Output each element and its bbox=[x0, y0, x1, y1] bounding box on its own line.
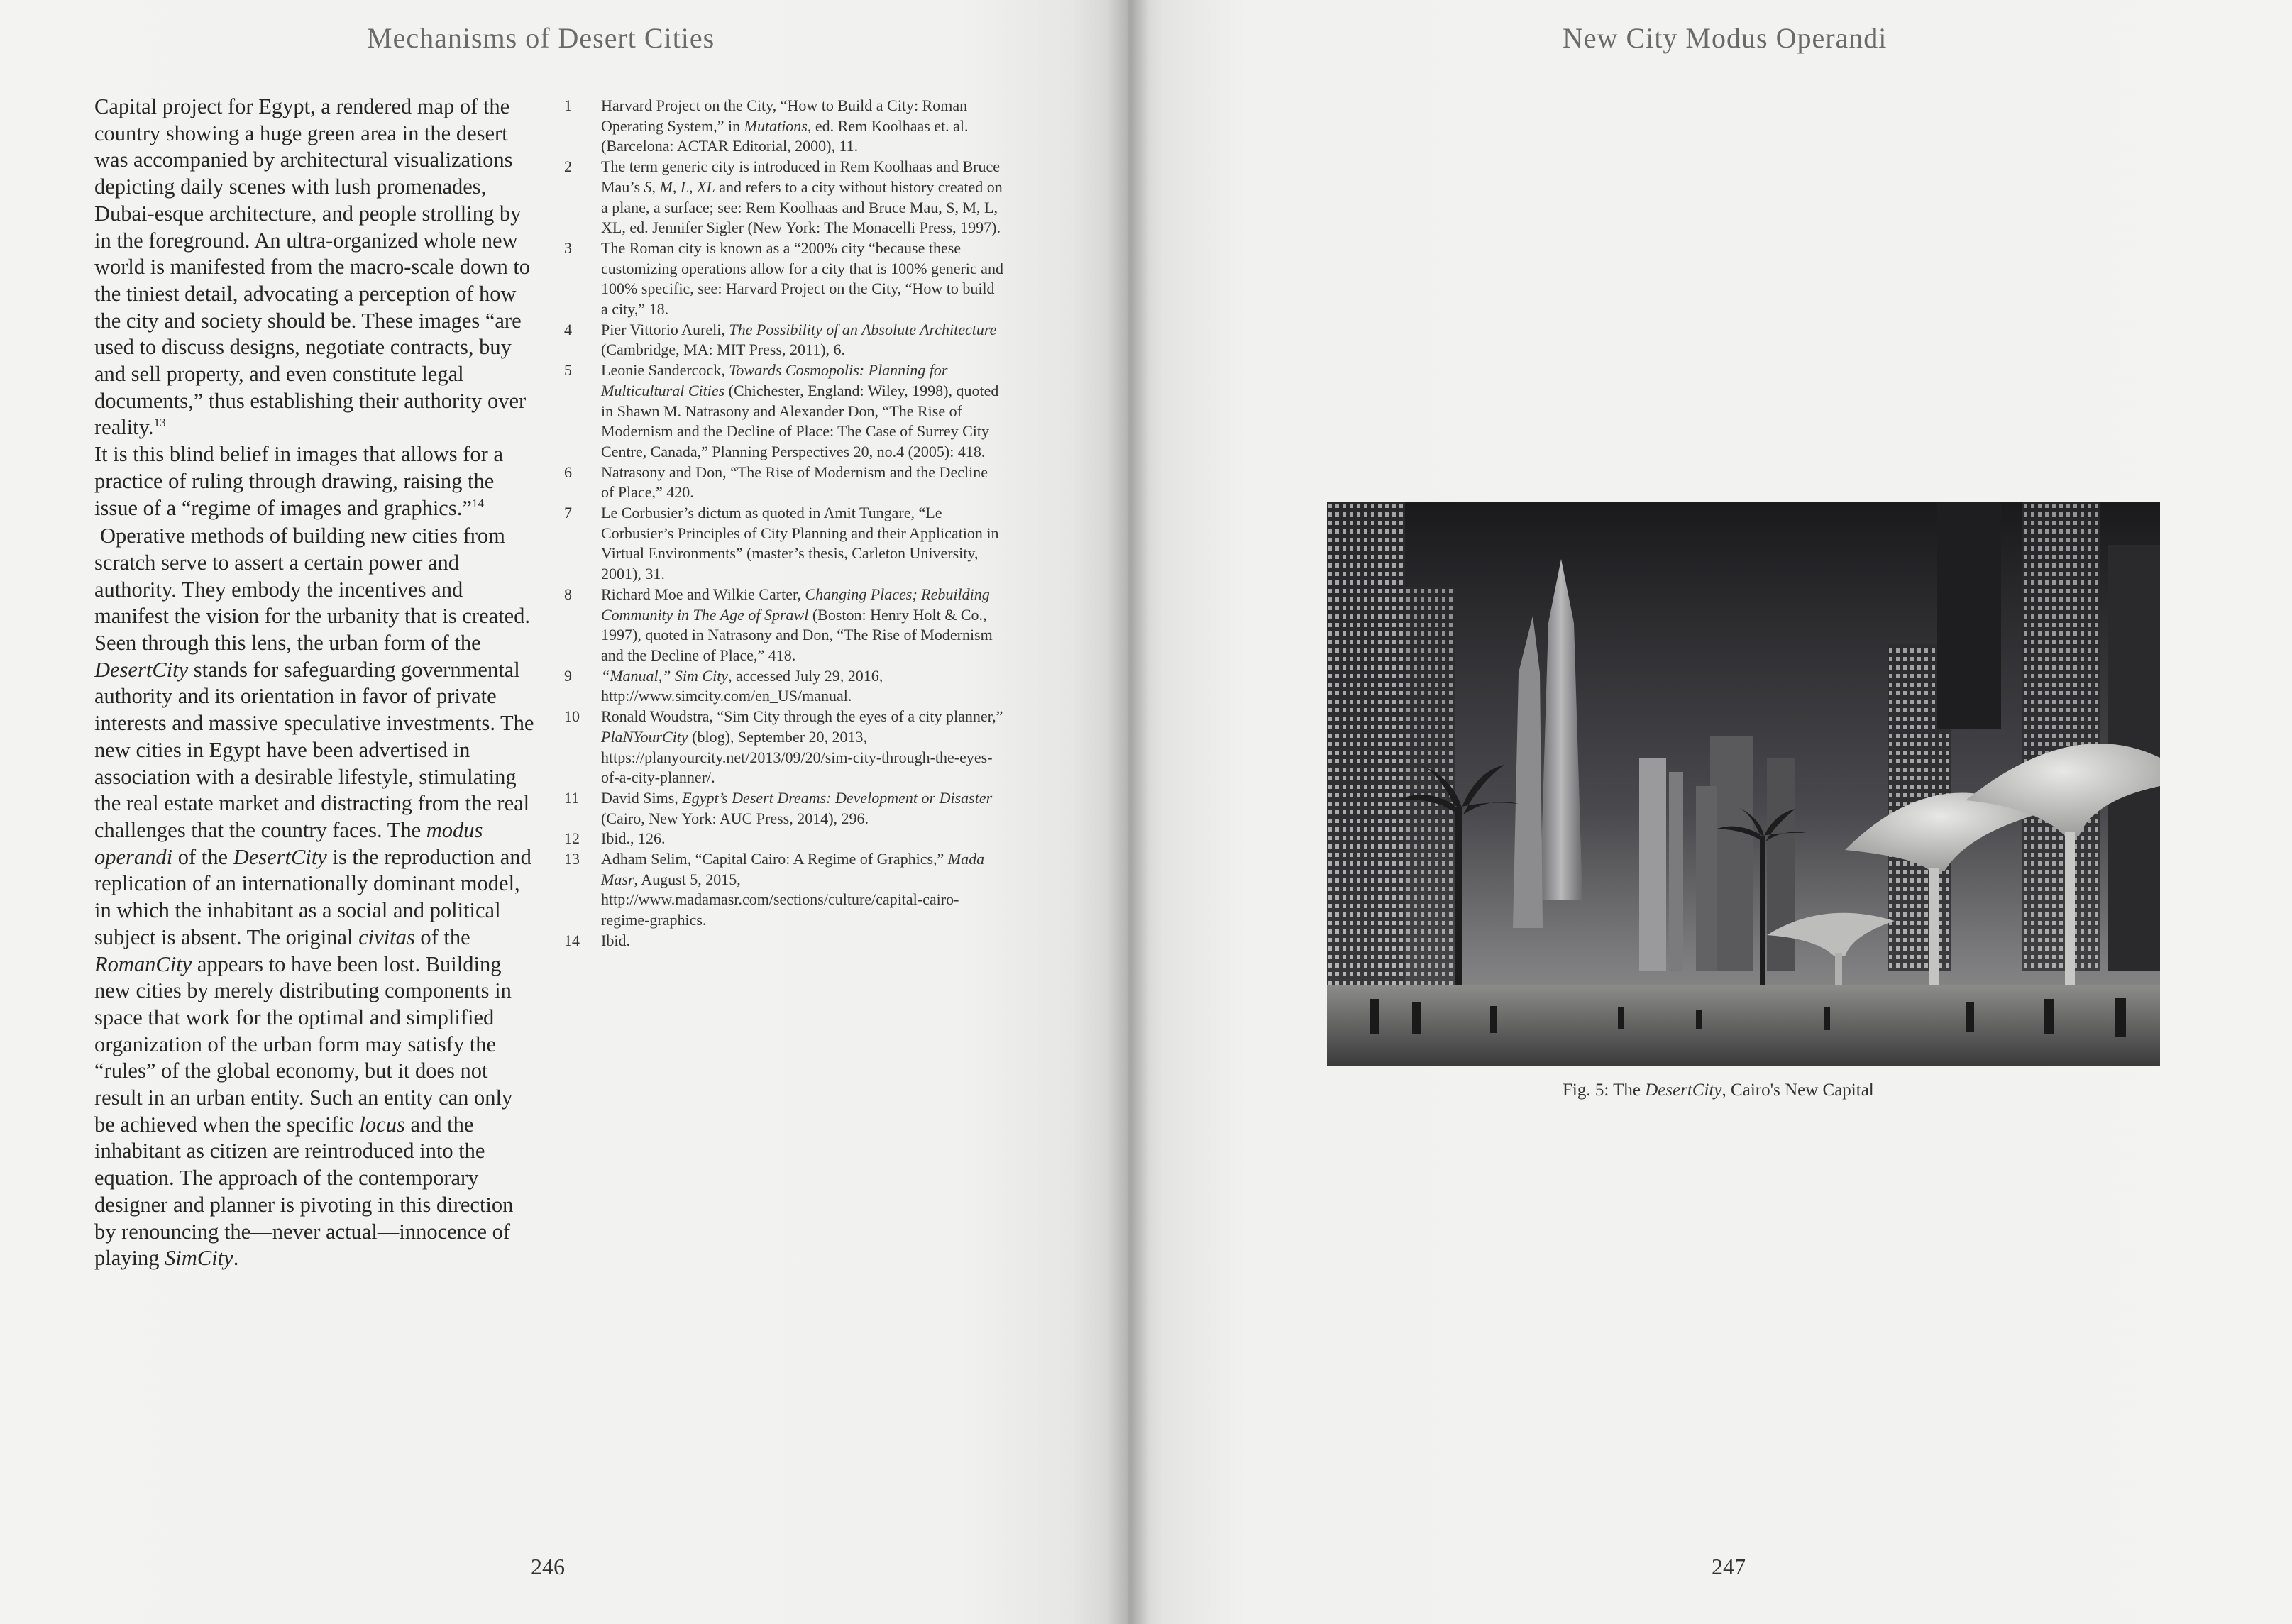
endnote-7 bbox=[564, 503, 1004, 585]
italic-term: locus bbox=[359, 1112, 405, 1137]
endnote-number: 14 bbox=[564, 931, 580, 949]
endnote-2 bbox=[564, 157, 1004, 238]
city-rendering-image bbox=[1327, 502, 2160, 1066]
caption-text: , Cairo's New Capital bbox=[1721, 1081, 1874, 1100]
endnote-text bbox=[601, 829, 1004, 849]
endnote-text-run: , August 5, 2015, http://www.madamasr.com/sections/culture/capital-cairo-regime-graphics. bbox=[601, 870, 959, 929]
caption-italic: DesertCity bbox=[1645, 1081, 1722, 1100]
footnote-ref-14[interactable]: 14 bbox=[471, 496, 484, 510]
text-run: It is this blind belief in images that allows for a practice of ruling through drawing, raising the issue of a “regime of images and graphics.” bbox=[94, 442, 504, 520]
endnote-number: 1 bbox=[564, 96, 572, 114]
endnote-number: 4 bbox=[564, 320, 572, 338]
endnote-number: 2 bbox=[564, 158, 572, 176]
running-head-left: Mechanisms of Desert Cities bbox=[367, 22, 715, 54]
text-run: and the inhabitant as citizen are reintroduced into the equation. The approach of the contemporary designer and planner is pivoting in this direction by renouncing the—never actual—innocence of playing bbox=[94, 1112, 514, 1271]
endnote-text-run: (blog), September 20, 2013, https://planyourcity.net/2013/09/20/sim-city-through-the-eyes-of-a-city-planner/. bbox=[601, 727, 993, 787]
endnote-3 bbox=[564, 238, 1004, 320]
endnote-14 bbox=[564, 931, 1004, 951]
endnote-4 bbox=[564, 320, 1004, 360]
endnote-9 bbox=[564, 666, 1004, 707]
endnote-italic-title: Mutations bbox=[744, 116, 808, 135]
endnote-13 bbox=[564, 849, 1004, 931]
text-run: of the bbox=[414, 924, 470, 949]
endnote-italic-title: Egypt’s Desert Dreams: Development or Disaster bbox=[682, 788, 993, 807]
endnote-number: 9 bbox=[564, 666, 572, 685]
figure-desert-city-rendering bbox=[1327, 502, 2160, 1066]
endnote-text-run: and refers to a city without history created on a plane, a surface; see: Rem Koolhaas and Bruce Mau, S, M, L, XL, ed. Jennifer Sigler (New York: The Monacelli Press, 1997). bbox=[601, 177, 1003, 237]
text-run: . bbox=[233, 1246, 239, 1271]
endnote-italic-title: S, M, L, XL bbox=[644, 177, 715, 196]
endnote-number: 5 bbox=[564, 361, 572, 380]
endnote-text bbox=[601, 157, 1004, 238]
paragraph-2 bbox=[94, 523, 534, 1272]
endnote-text-run: Ibid. bbox=[601, 931, 630, 949]
endnote-text bbox=[601, 931, 1004, 951]
endnote-number: 11 bbox=[564, 788, 580, 807]
endnote-number: 8 bbox=[564, 585, 572, 603]
endnotes-column bbox=[564, 96, 1004, 951]
endnote-text-run: Pier Vittorio Aureli, bbox=[601, 320, 729, 338]
endnote-1 bbox=[564, 96, 1004, 157]
endnote-10 bbox=[564, 707, 1004, 788]
endnote-text bbox=[601, 849, 1004, 931]
endnote-italic-title: PlaNYourCity bbox=[601, 727, 688, 746]
endnote-number: 7 bbox=[564, 504, 572, 522]
endnote-text bbox=[601, 788, 1004, 829]
italic-term: RomanCity bbox=[94, 951, 192, 976]
endnote-text-run: Le Corbusier’s dictum as quoted in Amit Tungare, “Le Corbusier’s Principles of City Planning and their Application in Virtual Environments” (master’s thesis, Carleton University, 2001), 31. bbox=[601, 504, 999, 583]
endnote-text-run: The term generic city is introduced in Rem Koolhaas and Bruce Mau’s bbox=[601, 158, 1001, 196]
endnote-text bbox=[601, 463, 1004, 503]
endnote-number: 12 bbox=[564, 829, 580, 848]
endnote-text-run: Ronald Woudstra, “Sim City through the eyes of a city planner,” bbox=[601, 707, 1003, 726]
endnote-text bbox=[601, 666, 1004, 707]
endnote-text-run: (Cairo, New York: AUC Press, 2014), 296. bbox=[601, 809, 869, 827]
italic-term: modus operandi bbox=[94, 817, 483, 869]
endnote-text bbox=[601, 707, 1004, 788]
endnote-number: 10 bbox=[564, 707, 580, 726]
endnote-text-run: Adham Selim, “Capital Cairo: A Regime of Graphics,” bbox=[601, 850, 948, 868]
book-gutter-shadow bbox=[1107, 0, 1150, 1624]
endnote-text-run: (Chichester, England: Wiley, 1998), quoted in Shawn M. Natrasony and Alexander Don, “The Rise of Modernism and the Decline of Place: The Case of Surrey City Centre, Canada,” Planning Perspectives 20, no.4 (2005): 418. bbox=[601, 381, 999, 460]
text-run: of the bbox=[172, 844, 233, 869]
main-text-column bbox=[94, 94, 534, 1272]
endnote-italic-title: “Manual,” Sim City bbox=[601, 666, 729, 685]
text-run: stands for safeguarding governmental authority and its orientation in favor of private interests and massive speculative investments. The new cities in Egypt have been advertised in association with a desirable lifestyle, stimulating the real estate market and distracting from the real challenges that the country faces. The bbox=[94, 657, 534, 842]
endnote-text-run: Natrasony and Don, “The Rise of Modernism and the Decline of Place,” 420. bbox=[601, 463, 988, 502]
page-number-left: 246 bbox=[531, 1554, 565, 1579]
italic-term: DesertCity bbox=[233, 844, 327, 869]
endnote-italic-title: Mada Masr bbox=[601, 850, 985, 888]
italic-term: civitas bbox=[358, 924, 415, 949]
endnote-text-run: Harvard Project on the City, “How to Build a City: Roman Operating System,” in bbox=[601, 96, 968, 135]
endnote-italic-title: Changing Places; Rebuilding Community in The Age of Sprawl bbox=[601, 585, 990, 624]
endnote-text bbox=[601, 320, 1004, 360]
italic-term: SimCity bbox=[165, 1246, 233, 1271]
endnote-text-run: Ibid., 126. bbox=[601, 829, 666, 848]
endnote-8 bbox=[564, 585, 1004, 666]
endnote-text-run: , ed. Rem Koolhaas et. al. (Barcelona: ACTAR Editorial, 2000), 11. bbox=[601, 116, 969, 155]
figure-caption bbox=[1563, 1081, 1874, 1100]
endnote-text bbox=[601, 96, 1004, 157]
endnote-number: 3 bbox=[564, 238, 572, 257]
page-number-right: 247 bbox=[1712, 1554, 1746, 1579]
endnote-text-run: (Boston: Henry Holt & Co., 1997), quoted in Natrasony and Don, “The Rise of Modernism and the Decline of Place,” 418. bbox=[601, 605, 993, 664]
endnote-6 bbox=[564, 463, 1004, 503]
endnote-text-run: (Cambridge, MA: MIT Press, 2011), 6. bbox=[601, 341, 846, 359]
right-page bbox=[1128, 0, 2292, 1624]
endnote-number: 13 bbox=[564, 850, 580, 868]
endnote-italic-title: Towards Cosmopolis: Planning for Multicultural Cities bbox=[601, 361, 948, 399]
endnote-text-run: The Roman city is known as a “200% city “because these customizing operations allow for a city that is 100% generic and 100% specific, see: Harvard Project on the City, “How to build a city,” 18. bbox=[601, 238, 1003, 319]
endnote-text-run: Leonie Sandercock, bbox=[601, 361, 729, 380]
italic-term: DesertCity bbox=[94, 657, 189, 682]
endnote-12 bbox=[564, 829, 1004, 849]
text-run: Capital project for Egypt, a rendered map of the country showing a huge green area in the desert was accompanied by architectural visualizations depicting daily scenes with lush promenades, Dubai-esque architecture, and people strolling by in the foreground. An ultra-organized whole new world is manifested from the macro-scale down to the tiniest detail, advocating a perception of how the city and society should be. These images “are used to discuss designs, negotiate contracts, buy and sell property, and even constitute legal documents,” thus establishing their authority over reality. bbox=[94, 94, 531, 440]
endnote-number: 6 bbox=[564, 463, 572, 481]
footnote-ref-13[interactable]: 13 bbox=[153, 416, 166, 430]
endnote-text-run: Richard Moe and Wilkie Carter, bbox=[601, 585, 805, 603]
endnote-text bbox=[601, 360, 1004, 463]
endnote-italic-title: The Possibility of an Absolute Architecture bbox=[729, 320, 997, 338]
endnote-text-run: , accessed July 29, 2016, http://www.simcity.com/en_US/manual. bbox=[601, 666, 883, 705]
running-head-right: New City Modus Operandi bbox=[1563, 22, 1888, 54]
endnote-text bbox=[601, 585, 1004, 666]
endnote-text bbox=[601, 503, 1004, 585]
text-run: Operative methods of building new cities from scratch serve to assert a certain power and authority. They embody the incentives and manifest the vision for the urbanity that is created. Seen through this lens, the urban form of the bbox=[94, 524, 531, 656]
text-run: appears to have been lost. Building new cities by merely distributing components in space that work for the optimal and simplified organization of the urban form may satisfy the “rules” of the global economy, but it does not result in an urban entity. Such an entity can only be achieved when the specific bbox=[94, 951, 513, 1137]
left-page bbox=[0, 0, 1128, 1624]
endnote-text-run: David Sims, bbox=[601, 788, 683, 807]
endnote-text bbox=[601, 238, 1004, 320]
endnote-5 bbox=[564, 360, 1004, 463]
caption-text: Fig. 5: The bbox=[1563, 1081, 1646, 1100]
paragraph-1 bbox=[94, 94, 534, 521]
endnote-11 bbox=[564, 788, 1004, 829]
text-run: is the reproduction and replication of an internationally dominant model, in which the inhabitant as a social and political subject is absent. The original bbox=[94, 844, 531, 949]
